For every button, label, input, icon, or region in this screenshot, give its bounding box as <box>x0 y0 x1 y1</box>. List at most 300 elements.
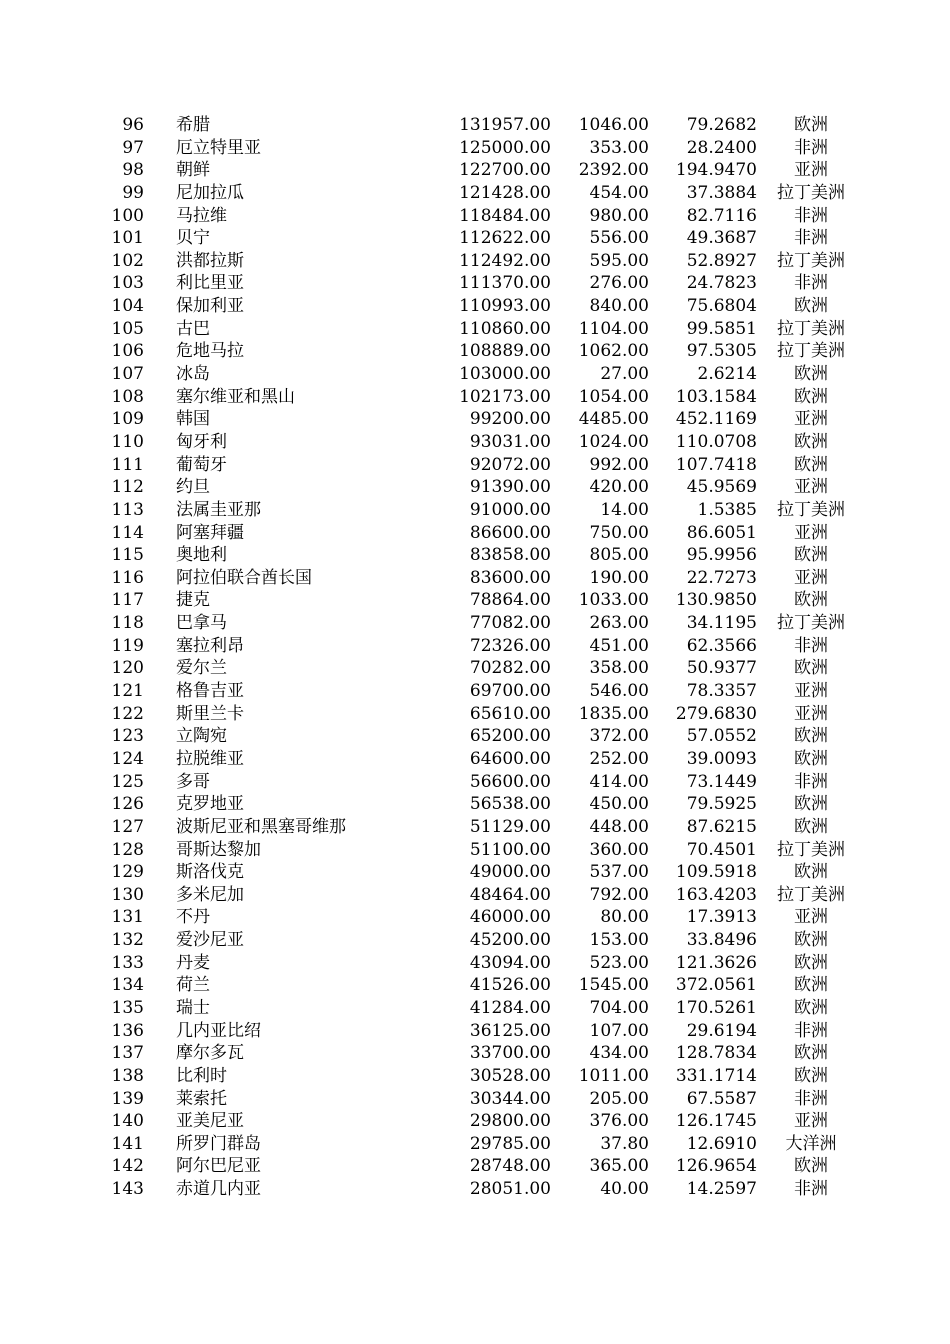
continent-label: 亚洲 <box>794 681 828 702</box>
table-row <box>0 159 950 182</box>
table-row <box>0 340 950 363</box>
population-value: 14.00 <box>600 499 649 520</box>
table-row <box>0 431 950 454</box>
area-value: 65610.00 <box>469 703 551 724</box>
area-value: 92072.00 <box>469 454 551 475</box>
continent-label: 亚洲 <box>794 567 828 588</box>
country-name: 约旦 <box>176 477 210 498</box>
area-value: 41526.00 <box>469 975 551 996</box>
row-index: 129 <box>111 862 144 883</box>
country-name: 厄立特里亚 <box>176 137 261 158</box>
row-index: 114 <box>111 522 144 543</box>
density-value: 73.1449 <box>686 771 757 792</box>
table-row <box>0 318 950 341</box>
row-index: 143 <box>111 1179 144 1200</box>
country-name: 斯里兰卡 <box>176 703 244 724</box>
country-name: 不丹 <box>176 907 210 928</box>
continent-label: 非洲 <box>794 1020 828 1041</box>
density-value: 50.9377 <box>686 658 757 679</box>
table-row <box>0 1065 950 1088</box>
density-value: 29.6194 <box>686 1020 757 1041</box>
population-value: 750.00 <box>589 522 649 543</box>
row-index: 111 <box>111 454 144 475</box>
row-index: 130 <box>111 884 144 905</box>
country-name: 塞尔维亚和黑山 <box>176 386 295 407</box>
country-name: 古巴 <box>176 318 210 339</box>
area-value: 122700.00 <box>459 160 551 181</box>
continent-label: 拉丁美洲 <box>777 839 845 860</box>
area-value: 102173.00 <box>459 386 551 407</box>
population-value: 1011.00 <box>578 1065 649 1086</box>
table-row <box>0 612 950 635</box>
row-index: 101 <box>111 228 144 249</box>
area-value: 65200.00 <box>469 726 551 747</box>
country-name: 丹麦 <box>176 952 210 973</box>
country-name: 捷克 <box>176 590 210 611</box>
continent-label: 非洲 <box>794 273 828 294</box>
density-value: 1.5385 <box>697 499 757 520</box>
continent-label: 非洲 <box>794 635 828 656</box>
density-value: 49.3687 <box>686 228 757 249</box>
country-name: 阿拉伯联合酋长国 <box>176 567 312 588</box>
population-value: 980.00 <box>589 205 649 226</box>
country-name: 阿塞拜疆 <box>176 522 244 543</box>
density-value: 86.6051 <box>686 522 757 543</box>
area-value: 110993.00 <box>459 296 551 317</box>
country-name: 拉脱维亚 <box>176 748 244 769</box>
country-name: 利比里亚 <box>176 273 244 294</box>
table-row <box>0 816 950 839</box>
row-index: 116 <box>111 567 144 588</box>
table-row <box>0 635 950 658</box>
population-value: 537.00 <box>589 862 649 883</box>
row-index: 128 <box>111 839 144 860</box>
continent-label: 亚洲 <box>794 522 828 543</box>
density-value: 372.0561 <box>675 975 757 996</box>
population-value: 376.00 <box>589 1111 649 1132</box>
country-name: 朝鲜 <box>176 160 210 181</box>
row-index: 131 <box>111 907 144 928</box>
population-value: 414.00 <box>589 771 649 792</box>
area-value: 33700.00 <box>469 1043 551 1064</box>
density-value: 331.1714 <box>675 1065 757 1086</box>
population-value: 451.00 <box>589 635 649 656</box>
continent-label: 拉丁美洲 <box>777 341 845 362</box>
continent-label: 拉丁美洲 <box>777 318 845 339</box>
table-row <box>0 1155 950 1178</box>
area-value: 77082.00 <box>469 613 551 634</box>
population-value: 1835.00 <box>578 703 649 724</box>
continent-label: 亚洲 <box>794 703 828 724</box>
row-index: 106 <box>111 341 144 362</box>
area-value: 86600.00 <box>469 522 551 543</box>
population-value: 523.00 <box>589 952 649 973</box>
table-row <box>0 974 950 997</box>
table-row <box>0 250 950 273</box>
table-row <box>0 997 950 1020</box>
table-row <box>0 906 950 929</box>
density-value: 52.8927 <box>686 250 757 271</box>
continent-label: 拉丁美洲 <box>777 884 845 905</box>
density-value: 22.7273 <box>686 567 757 588</box>
area-value: 93031.00 <box>469 431 551 452</box>
density-value: 12.6910 <box>686 1133 757 1154</box>
row-index: 139 <box>111 1088 144 1109</box>
density-value: 95.9956 <box>686 545 757 566</box>
density-value: 78.3357 <box>686 681 757 702</box>
continent-label: 非洲 <box>794 1179 828 1200</box>
row-index: 112 <box>111 477 144 498</box>
population-value: 190.00 <box>589 567 649 588</box>
continent-label: 欧洲 <box>794 1065 828 1086</box>
table-row <box>0 725 950 748</box>
continent-label: 欧洲 <box>794 545 828 566</box>
population-value: 372.00 <box>589 726 649 747</box>
area-value: 56538.00 <box>469 794 551 815</box>
continent-label: 非洲 <box>794 771 828 792</box>
continent-label: 欧洲 <box>794 794 828 815</box>
continent-label: 亚洲 <box>794 160 828 181</box>
continent-label: 非洲 <box>794 1088 828 1109</box>
table-row <box>0 522 950 545</box>
table-row <box>0 386 950 409</box>
row-index: 123 <box>111 726 144 747</box>
table-row <box>0 408 950 431</box>
table-row <box>0 567 950 590</box>
population-value: 107.00 <box>589 1020 649 1041</box>
continent-label: 欧洲 <box>794 748 828 769</box>
table-row <box>0 657 950 680</box>
continent-label: 亚洲 <box>794 907 828 928</box>
area-value: 30344.00 <box>469 1088 551 1109</box>
country-name: 几内亚比绍 <box>176 1020 261 1041</box>
population-value: 1062.00 <box>578 341 649 362</box>
population-value: 1054.00 <box>578 386 649 407</box>
population-value: 546.00 <box>589 681 649 702</box>
density-value: 109.5918 <box>675 862 757 883</box>
continent-label: 大洋洲 <box>785 1133 837 1154</box>
continent-label: 非洲 <box>794 228 828 249</box>
table-row <box>0 1133 950 1156</box>
country-name: 马拉维 <box>176 205 227 226</box>
continent-label: 欧洲 <box>794 816 828 837</box>
row-index: 119 <box>111 635 144 656</box>
country-name: 波斯尼亚和黑塞哥维那 <box>176 816 346 837</box>
population-value: 27.00 <box>600 364 649 385</box>
area-value: 56600.00 <box>469 771 551 792</box>
continent-label: 欧洲 <box>794 590 828 611</box>
country-table <box>0 114 950 1201</box>
density-value: 45.9569 <box>686 477 757 498</box>
area-value: 28051.00 <box>469 1179 551 1200</box>
population-value: 992.00 <box>589 454 649 475</box>
table-row <box>0 929 950 952</box>
table-row <box>0 703 950 726</box>
density-value: 70.4501 <box>686 839 757 860</box>
table-row <box>0 272 950 295</box>
country-name: 瑞士 <box>176 997 210 1018</box>
density-value: 67.5587 <box>686 1088 757 1109</box>
area-value: 99200.00 <box>469 409 551 430</box>
area-value: 112622.00 <box>459 228 551 249</box>
row-index: 136 <box>111 1020 144 1041</box>
country-name: 塞拉利昂 <box>176 635 244 656</box>
area-value: 91390.00 <box>469 477 551 498</box>
density-value: 39.0093 <box>686 748 757 769</box>
row-index: 121 <box>111 681 144 702</box>
density-value: 279.6830 <box>675 703 757 724</box>
table-row <box>0 884 950 907</box>
population-value: 360.00 <box>589 839 649 860</box>
continent-label: 欧洲 <box>794 930 828 951</box>
area-value: 125000.00 <box>459 137 551 158</box>
country-name: 荷兰 <box>176 975 210 996</box>
area-value: 41284.00 <box>469 997 551 1018</box>
row-index: 127 <box>111 816 144 837</box>
country-name: 尼加拉瓜 <box>176 182 244 203</box>
area-value: 46000.00 <box>469 907 551 928</box>
area-value: 43094.00 <box>469 952 551 973</box>
country-name: 克罗地亚 <box>176 794 244 815</box>
row-index: 113 <box>111 499 144 520</box>
area-value: 69700.00 <box>469 681 551 702</box>
table-row <box>0 589 950 612</box>
population-value: 263.00 <box>589 613 649 634</box>
continent-label: 欧洲 <box>794 1043 828 1064</box>
population-value: 358.00 <box>589 658 649 679</box>
density-value: 126.9654 <box>675 1156 757 1177</box>
density-value: 130.9850 <box>675 590 757 611</box>
density-value: 17.3913 <box>686 907 757 928</box>
country-name: 莱索托 <box>176 1088 227 1109</box>
continent-label: 欧洲 <box>794 862 828 883</box>
country-name: 多哥 <box>176 771 210 792</box>
density-value: 28.2400 <box>686 137 757 158</box>
population-value: 450.00 <box>589 794 649 815</box>
density-value: 128.7834 <box>675 1043 757 1064</box>
country-name: 法属圭亚那 <box>176 499 261 520</box>
area-value: 110860.00 <box>459 318 551 339</box>
row-index: 107 <box>111 364 144 385</box>
table-row <box>0 680 950 703</box>
density-value: 97.5305 <box>686 341 757 362</box>
country-name: 希腊 <box>176 115 210 135</box>
density-value: 14.2597 <box>686 1179 757 1200</box>
row-index: 110 <box>111 431 144 452</box>
density-value: 126.1745 <box>675 1111 757 1132</box>
area-value: 91000.00 <box>469 499 551 520</box>
area-value: 29785.00 <box>469 1133 551 1154</box>
row-index: 126 <box>111 794 144 815</box>
continent-label: 拉丁美洲 <box>777 499 845 520</box>
row-index: 135 <box>111 997 144 1018</box>
row-index: 124 <box>111 748 144 769</box>
population-value: 1046.00 <box>578 115 649 135</box>
table-row <box>0 363 950 386</box>
area-value: 103000.00 <box>459 364 551 385</box>
table-row <box>0 1042 950 1065</box>
density-value: 82.7116 <box>686 205 757 226</box>
density-value: 57.0552 <box>686 726 757 747</box>
row-index: 96 <box>122 115 144 135</box>
population-value: 153.00 <box>589 930 649 951</box>
row-index: 105 <box>111 318 144 339</box>
continent-label: 欧洲 <box>794 115 828 135</box>
population-value: 454.00 <box>589 182 649 203</box>
table-row <box>0 114 950 137</box>
density-value: 75.6804 <box>686 296 757 317</box>
country-name: 危地马拉 <box>176 341 244 362</box>
continent-label: 欧洲 <box>794 431 828 452</box>
country-name: 哥斯达黎加 <box>176 839 261 860</box>
country-name: 赤道几内亚 <box>176 1179 261 1200</box>
row-index: 120 <box>111 658 144 679</box>
table-row <box>0 454 950 477</box>
population-value: 1104.00 <box>578 318 649 339</box>
country-name: 洪都拉斯 <box>176 250 244 271</box>
area-value: 51100.00 <box>469 839 551 860</box>
area-value: 78864.00 <box>469 590 551 611</box>
population-value: 1024.00 <box>578 431 649 452</box>
density-value: 79.5925 <box>686 794 757 815</box>
density-value: 163.4203 <box>675 884 757 905</box>
density-value: 103.1584 <box>675 386 757 407</box>
area-value: 28748.00 <box>469 1156 551 1177</box>
population-value: 365.00 <box>589 1156 649 1177</box>
continent-label: 欧洲 <box>794 364 828 385</box>
country-name: 格鲁吉亚 <box>176 681 244 702</box>
country-name: 亚美尼亚 <box>176 1111 244 1132</box>
table-row <box>0 952 950 975</box>
table-row <box>0 1020 950 1043</box>
country-name: 斯洛伐克 <box>176 862 244 883</box>
continent-label: 欧洲 <box>794 296 828 317</box>
row-index: 103 <box>111 273 144 294</box>
table-row <box>0 861 950 884</box>
row-index: 99 <box>122 182 144 203</box>
population-value: 252.00 <box>589 748 649 769</box>
density-value: 62.3566 <box>686 635 757 656</box>
density-value: 87.6215 <box>686 816 757 837</box>
country-name: 匈牙利 <box>176 431 227 452</box>
population-value: 40.00 <box>600 1179 649 1200</box>
row-index: 98 <box>122 160 144 181</box>
population-value: 434.00 <box>589 1043 649 1064</box>
population-value: 704.00 <box>589 997 649 1018</box>
density-value: 2.6214 <box>697 364 757 385</box>
area-value: 72326.00 <box>469 635 551 656</box>
table-row <box>0 476 950 499</box>
population-value: 4485.00 <box>578 409 649 430</box>
density-value: 194.9470 <box>675 160 757 181</box>
table-row <box>0 544 950 567</box>
country-name: 比利时 <box>176 1065 227 1086</box>
area-value: 29800.00 <box>469 1111 551 1132</box>
row-index: 108 <box>111 386 144 407</box>
continent-label: 亚洲 <box>794 409 828 430</box>
row-index: 118 <box>111 613 144 634</box>
row-index: 133 <box>111 952 144 973</box>
country-name: 巴拿马 <box>176 613 227 634</box>
density-value: 121.3626 <box>675 952 757 973</box>
row-index: 134 <box>111 975 144 996</box>
country-name: 摩尔多瓦 <box>176 1043 244 1064</box>
population-value: 448.00 <box>589 816 649 837</box>
table-row <box>0 839 950 862</box>
area-value: 64600.00 <box>469 748 551 769</box>
country-name: 立陶宛 <box>176 726 227 747</box>
table-row <box>0 1110 950 1133</box>
row-index: 102 <box>111 250 144 271</box>
continent-label: 拉丁美洲 <box>777 182 845 203</box>
row-index: 122 <box>111 703 144 724</box>
row-index: 125 <box>111 771 144 792</box>
row-index: 138 <box>111 1065 144 1086</box>
continent-label: 亚洲 <box>794 1111 828 1132</box>
country-name: 奥地利 <box>176 545 227 566</box>
row-index: 115 <box>111 545 144 566</box>
area-value: 49000.00 <box>469 862 551 883</box>
density-value: 24.7823 <box>686 273 757 294</box>
continent-label: 拉丁美洲 <box>777 613 845 634</box>
country-name: 所罗门群岛 <box>176 1133 261 1154</box>
row-index: 141 <box>111 1133 144 1154</box>
table-row <box>0 182 950 205</box>
row-index: 132 <box>111 930 144 951</box>
density-value: 170.5261 <box>675 997 757 1018</box>
density-value: 107.7418 <box>675 454 757 475</box>
row-index: 104 <box>111 296 144 317</box>
country-name: 葡萄牙 <box>176 454 227 475</box>
country-name: 多米尼加 <box>176 884 244 905</box>
density-value: 452.1169 <box>675 409 757 430</box>
density-value: 34.1195 <box>686 613 757 634</box>
area-value: 48464.00 <box>469 884 551 905</box>
continent-label: 欧洲 <box>794 726 828 747</box>
population-value: 1033.00 <box>578 590 649 611</box>
continent-label: 亚洲 <box>794 477 828 498</box>
area-value: 70282.00 <box>469 658 551 679</box>
table-row <box>0 227 950 250</box>
population-value: 805.00 <box>589 545 649 566</box>
area-value: 45200.00 <box>469 930 551 951</box>
country-name: 保加利亚 <box>176 296 244 317</box>
table-row <box>0 748 950 771</box>
area-value: 30528.00 <box>469 1065 551 1086</box>
row-index: 117 <box>111 590 144 611</box>
area-value: 36125.00 <box>469 1020 551 1041</box>
row-index: 97 <box>122 137 144 158</box>
population-value: 353.00 <box>589 137 649 158</box>
table-row <box>0 1088 950 1111</box>
country-name: 贝宁 <box>176 228 210 249</box>
table-row <box>0 793 950 816</box>
population-value: 420.00 <box>589 477 649 498</box>
table-row <box>0 295 950 318</box>
area-value: 131957.00 <box>459 115 551 135</box>
country-name: 爱尔兰 <box>176 658 227 679</box>
table-row <box>0 771 950 794</box>
density-value: 79.2682 <box>686 115 757 135</box>
country-name: 阿尔巴尼亚 <box>176 1156 261 1177</box>
row-index: 142 <box>111 1156 144 1177</box>
population-value: 840.00 <box>589 296 649 317</box>
row-index: 137 <box>111 1043 144 1064</box>
country-name: 冰岛 <box>176 364 210 385</box>
density-value: 33.8496 <box>686 930 757 951</box>
population-value: 556.00 <box>589 228 649 249</box>
country-name: 爱沙尼亚 <box>176 930 244 951</box>
